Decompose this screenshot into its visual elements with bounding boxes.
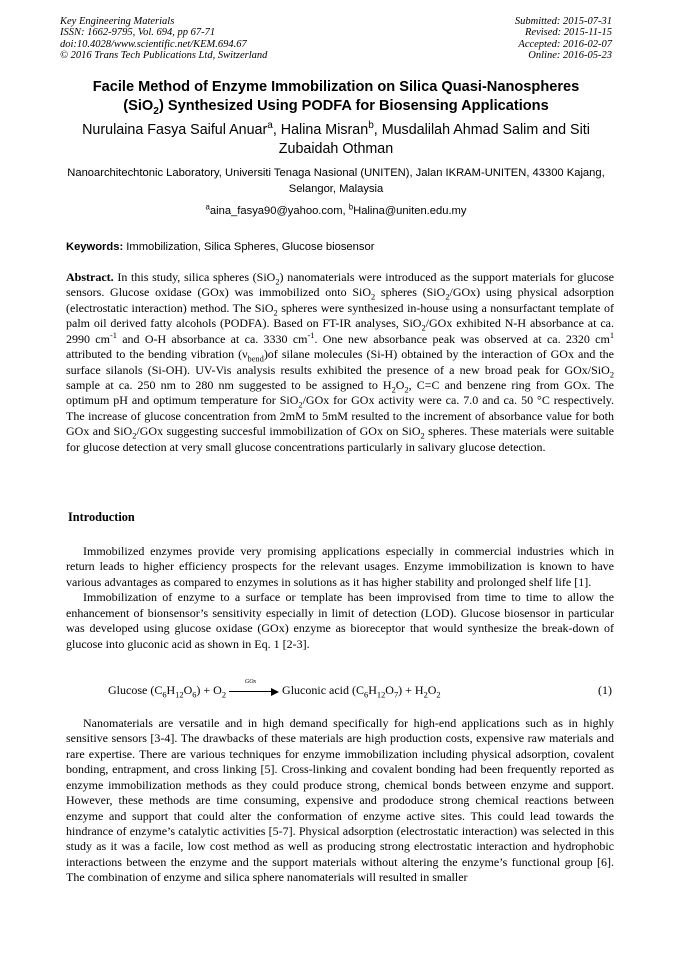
title-line-1: Facile Method of Enzyme Immobilization on Silica Quasi-Nanospheres	[92, 79, 580, 95]
authors-rest: , Musdalilah Ahmad Salim and Siti Zubaidah Othman	[278, 122, 590, 157]
introduction-body	[66, 544, 614, 652]
email-b[interactable]: Halina@uniten.edu.my	[353, 205, 467, 217]
keywords-text: Immobilization, Silica Spheres, Glucose biosensor	[123, 241, 375, 253]
author-list: Nurulaina Fasya Saiful Anuar$^a$, Halina Misran$^b$, Musdalilah Ahmad Salim and Siti Zubaidah Othman	[82, 120, 590, 157]
doi-line: doi:10.4028/www.scientific.net/KEM.694.67	[60, 38, 247, 50]
author-emails: $^a$aina_fasya90@yahoo.com, $^b$Halina@uniten.edu.my	[205, 202, 467, 217]
keywords-label: Keywords:	[66, 241, 124, 253]
equation-1	[108, 679, 614, 700]
publication-dates	[515, 16, 612, 61]
issn-line: ISSN: 1662-9795, Vol. 694, pp 67-71	[60, 27, 216, 39]
author-2: Halina Misran	[280, 122, 369, 138]
intro-paragraph-3: Nanomaterials are versatile and in high demand specifically for high-end applications such as in highly sensitive sensors [3-4]. The drawbacks of these materials are high production costs, expensive raw materials and rare expertise. There are various techniques for enzyme immobilization including physical adsorption, covalent bonding, entrapment, and cross linking [5]. Cross-linking and covalent bonding had been frequently reported as enzyme immobilization methods as they could produce strong, chemical bonds between enzyme and support. However, these methods are time consuming, expensive and prododuce strong chemical reactions between enzyme and support that could alter the conformation of enzyme active sites. This could lead towards the hindrance of enzyme’s catalytic activities [5-7]. Physical adsorption (electrostatic interaction) was selected in this study as it was a facile, low cost method as well as producing strong electrostatic interaction and hydrophobic interactions between the enzyme and the support materials without altering the enzyme’s functional group [6]. The combination of enzyme and silica sphere nanomaterials will resulted in smaller	[66, 716, 614, 885]
arrow-label: GOx	[244, 679, 257, 686]
author-1: Nurulaina Fasya Saiful Anuar	[82, 122, 268, 138]
equation-products: Gluconic acid $(C_6H_{12}O_7) + H_2O_2$	[282, 683, 441, 700]
intro-paragraph-1: Immobilized enzymes provide very promising applications especially in commercial industries which in return leads to higher efficiency prospects for the relevant usages. Enzyme immobilization is known to have various advantages as compared to enzymes in solutions as it has higher stability and prolonged shelf life [1].	[66, 544, 614, 589]
equation-number: (1)	[598, 683, 612, 697]
copyright-line: © 2016 Trans Tech Publications Ltd, Switzerland	[60, 49, 268, 61]
email-a[interactable]: aina_fasya90@yahoo.com	[209, 205, 343, 217]
reaction-arrow-icon	[229, 679, 279, 696]
abstract-label: Abstract.	[66, 270, 114, 284]
intro-paragraph-2: Immobilization of enzyme to a surface or template has been improvised from time to time to allow the enhancement of bionsensor’s sensitivity especially in limit of detection (LOD). Glucose biosensor in particular was developed using glucose oxidase (GOx) enzyme as bioreceptor that would synthesize the break-down of glucose into gluconic acid as shown in Eq. 1 [2-3].	[66, 590, 614, 651]
paper-title	[60, 78, 612, 116]
online-date: Online: 2016-05-23	[528, 49, 612, 61]
journal-info	[60, 16, 267, 61]
keywords	[66, 240, 374, 254]
journal-name: Key Engineering Materials	[60, 16, 175, 27]
revised-date: Revised: 2015-11-15	[525, 27, 612, 39]
title-line-2: (SiO$_2$) Synthesized Using PODFA for Biosensing Applications	[123, 98, 549, 117]
submitted-date: Submitted: 2015-07-31	[514, 16, 612, 27]
introduction-heading: Introduction	[68, 510, 135, 524]
accepted-date: Accepted: 2016-02-07	[518, 38, 612, 50]
abstract: Abstract. In this study, silica spheres (SiO$_2$) nanomaterials were introduced as the support materials for glucose sensors. Glucose oxidase (GOx) was immobilized onto SiO$_2$ spheres (SiO$_2$/GOx) using physical adsorption (electrostatic interaction) method. The SiO$_2$ spheres were synthesized in-house using a nonsurfactant template of palm oil derived fatty alcohols (PODFA). Based on FT-IR analyses, SiO$_2$/GOx exhibited N-H absorbance at ca. 2990 $cm^{-1}$ and O-H absorbance at ca. 3330 $cm^{-1}$. One new absorbance peak was observed at ca. 2320 $cm^1$ attributed to the bending vibration $(\nu_{bend})of$ silane molecules (Si-H) obtained by the interaction of GOx and the surface silanols (Si-OH). UV-Vis analysis results exhibited the presence of a new broad peak for GOx/SiO$_2$ sample at ca. 250 nm to 280 nm suggested to be assigned to $H_2O_2$, C=C and benzene ring from GOx. The optimum pH and optimum temperature for SiO$_2$/GOx for GOx activity were ca. 7.0 and ca. 50 °C respectively. The increase of glucose concentration from 2mM to 5mM resulted to the increment of absorbance value for both GOx and SiO$_2$/GOx suggesting succesful immobilization of GOx on SiO$_2$ spheres. These materials were suitable for glucose detection at very small glucose concentrations particularly in salivary glucose detection.	[66, 270, 615, 454]
equation-reactants: Glucose $(C_6H_{12}O_6) + O_2$	[108, 683, 227, 700]
affiliation: Nanoarchitechtonic Laboratory, Universiti Tenaga Nasional (UNITEN), Jalan IKRAM-UNITEN, 43300 Kajang, Selangor, Malaysia	[67, 167, 605, 195]
